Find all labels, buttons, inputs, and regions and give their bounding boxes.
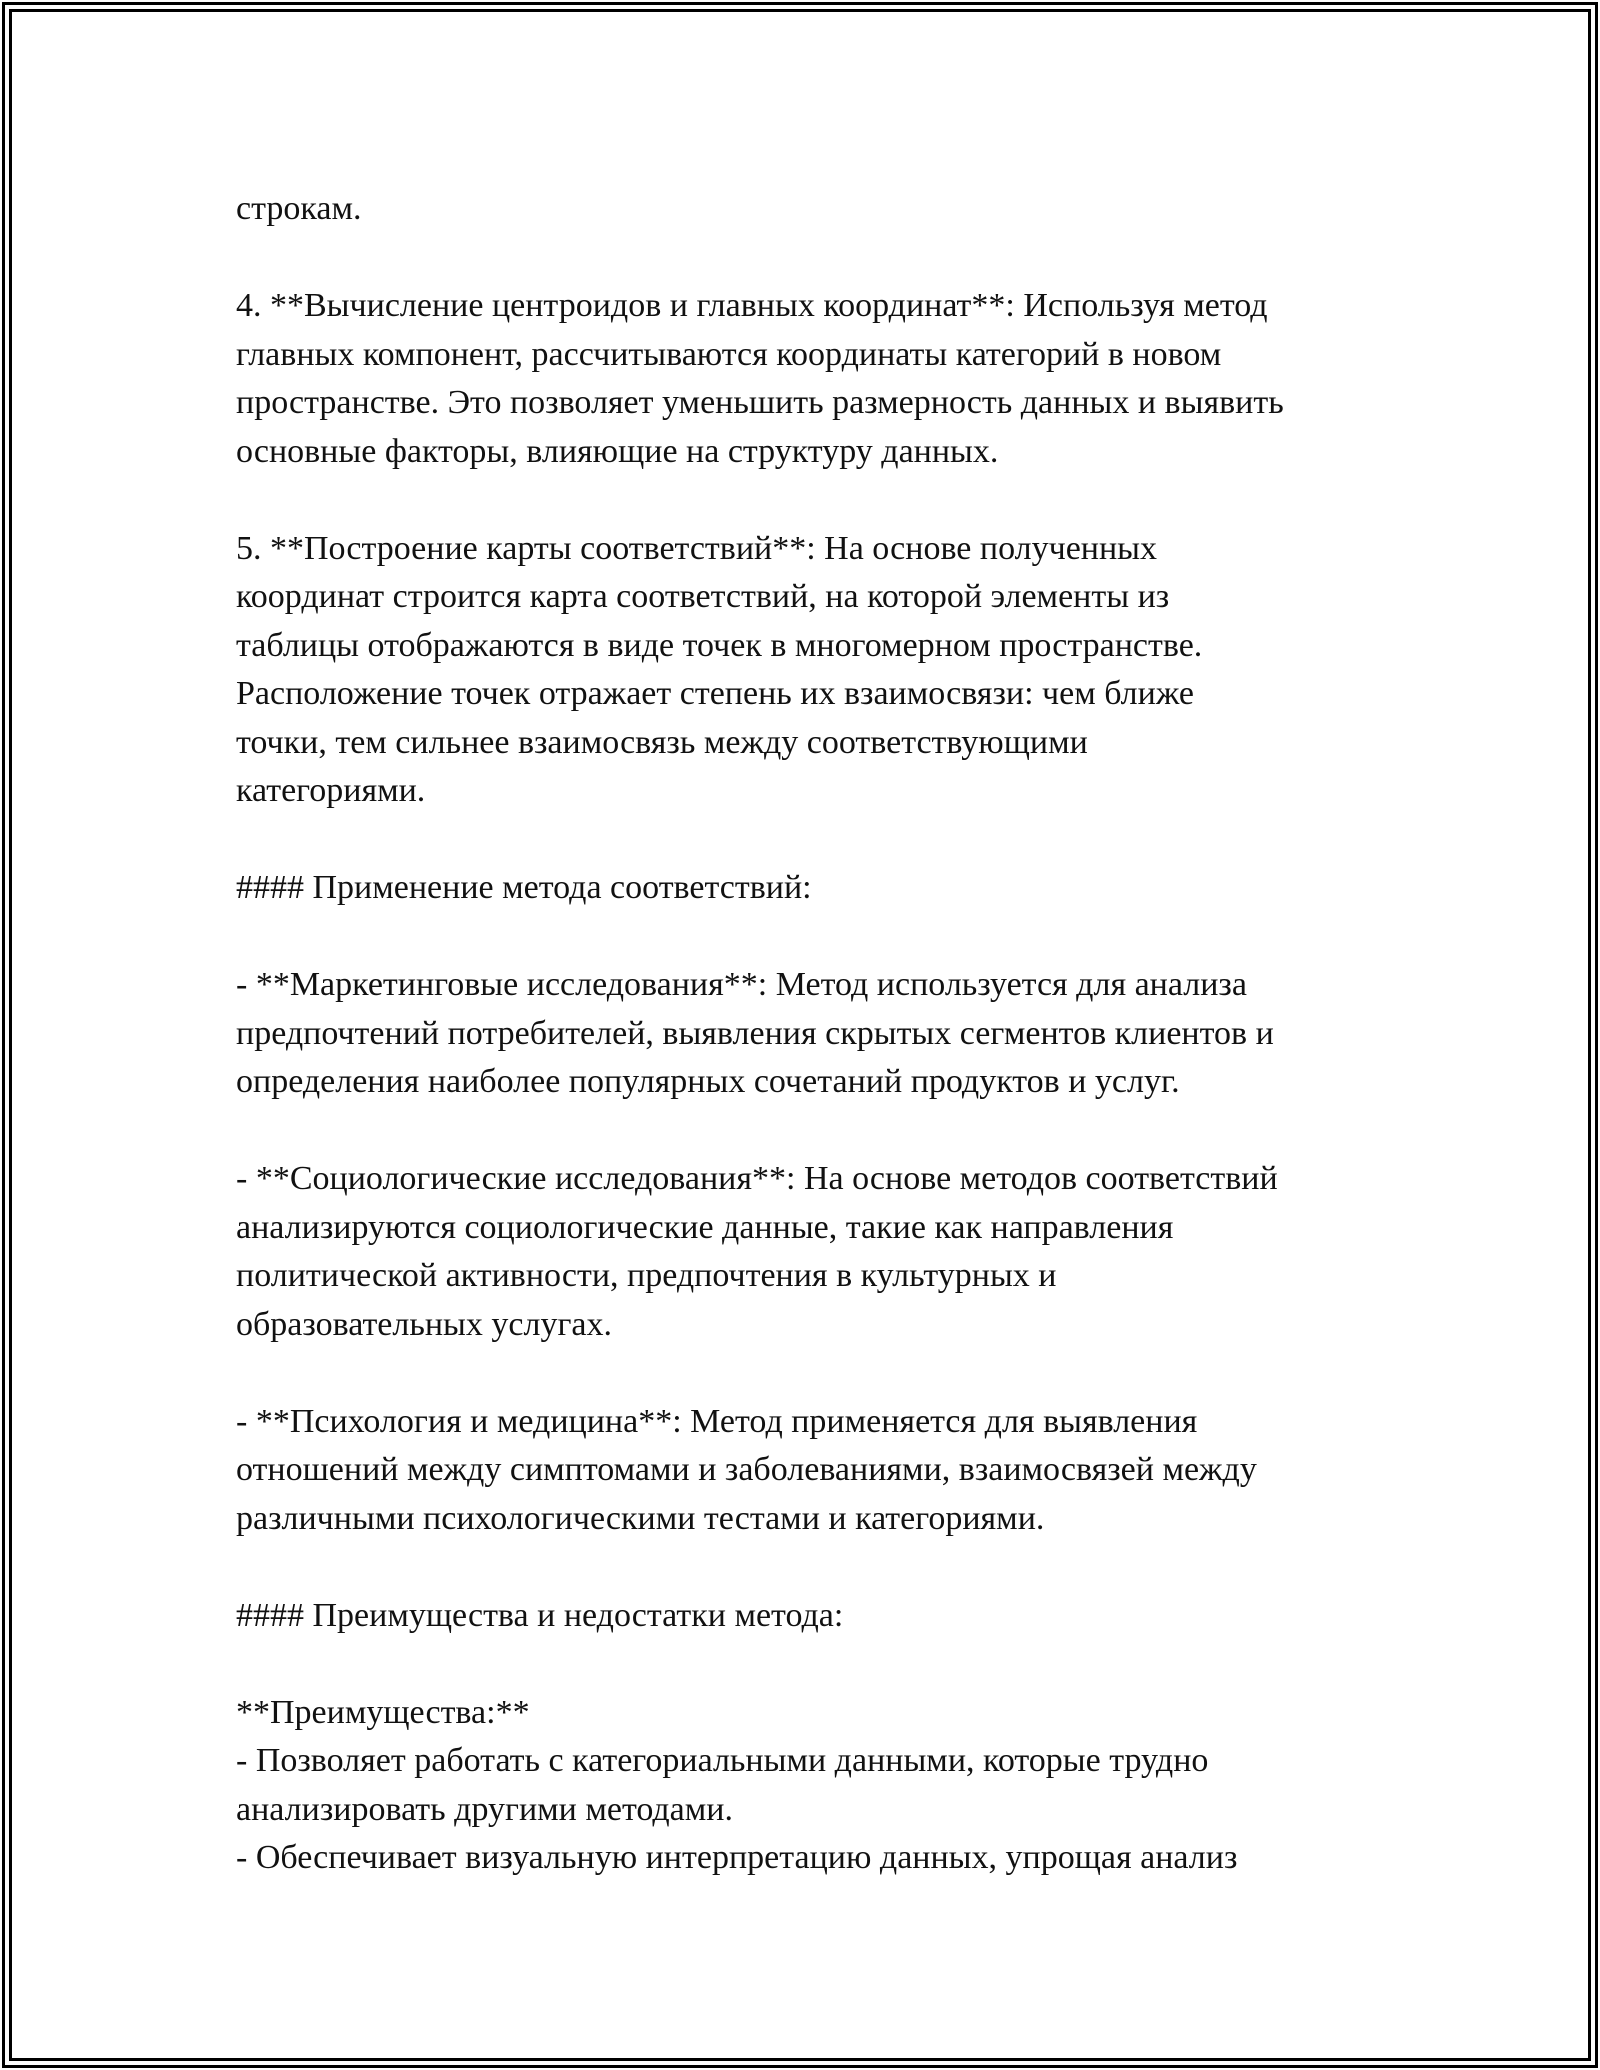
text-line: предпочтений потребителей, выявления скрытых сегментов клиентов и <box>236 1014 1274 1052</box>
text-line: **Преимущества:** <box>236 1693 530 1731</box>
text-line: определения наиболее популярных сочетаний продуктов и услуг. <box>236 1063 1180 1100</box>
paragraph-continuation <box>236 185 1386 234</box>
text-line: главных компонент, рассчитываются координаты категорий в новом <box>236 335 1222 373</box>
text-line: - **Психология и медицина**: Метод применяется для выявления <box>236 1402 1198 1440</box>
text-line: - Позволяет работать с категориальными данными, которые трудно <box>236 1742 1209 1779</box>
paragraph-sociology <box>236 1155 1386 1349</box>
text-line: 5. **Построение карты соответствий**: На основе полученных <box>236 529 1158 567</box>
text-line: образовательных услугах. <box>236 1305 612 1343</box>
text-line: основные факторы, влияющие на структуру данных. <box>236 432 999 470</box>
text-line: - **Социологические исследования**: На основе методов соответствий <box>236 1160 1278 1197</box>
paragraph-step-5 <box>236 525 1386 816</box>
text-line: - **Маркетинговые исследования**: Метод используется для анализа <box>236 966 1247 1003</box>
text-line: точки, тем сильнее взаимосвязь между соответствующими <box>236 723 1088 761</box>
heading-pros-cons <box>236 1592 1386 1641</box>
text-line: Расположение точек отражает степень их взаимосвязи: чем ближе <box>236 675 1194 712</box>
text-line: отношений между симптомами и заболеваниями, взаимосвязей между <box>236 1451 1257 1488</box>
paragraph-advantages <box>236 1689 1386 1883</box>
text-line: строкам. <box>236 190 362 227</box>
text-line: пространстве. Это позволяет уменьшить размерность данных и выявить <box>236 384 1284 421</box>
document-body <box>236 185 1386 1883</box>
text-line: координат строится карта соответствий, на которой элементы из <box>236 578 1170 615</box>
text-line: категориями. <box>236 772 426 809</box>
text-line: различными психологическими тестами и категориями. <box>236 1499 1045 1537</box>
text-line: политической активности, предпочтения в культурных и <box>236 1257 1057 1294</box>
text-line: 4. **Вычисление центроидов и главных координат**: Используя метод <box>236 287 1268 324</box>
heading-application <box>236 864 1386 913</box>
text-line: - Обеспечивает визуальную интерпретацию данных, упрощая анализ <box>236 1839 1238 1876</box>
text-line: таблицы отображаются в виде точек в многомерном пространстве. <box>236 626 1203 664</box>
heading-text: #### Применение метода соответствий: <box>236 869 812 906</box>
text-line: анализируются социологические данные, такие как направления <box>236 1208 1174 1246</box>
paragraph-marketing <box>236 961 1386 1107</box>
text-line: анализировать другими методами. <box>236 1790 733 1828</box>
paragraph-psychology <box>236 1398 1386 1544</box>
paragraph-step-4 <box>236 282 1386 476</box>
heading-text: #### Преимущества и недостатки метода: <box>236 1596 844 1634</box>
